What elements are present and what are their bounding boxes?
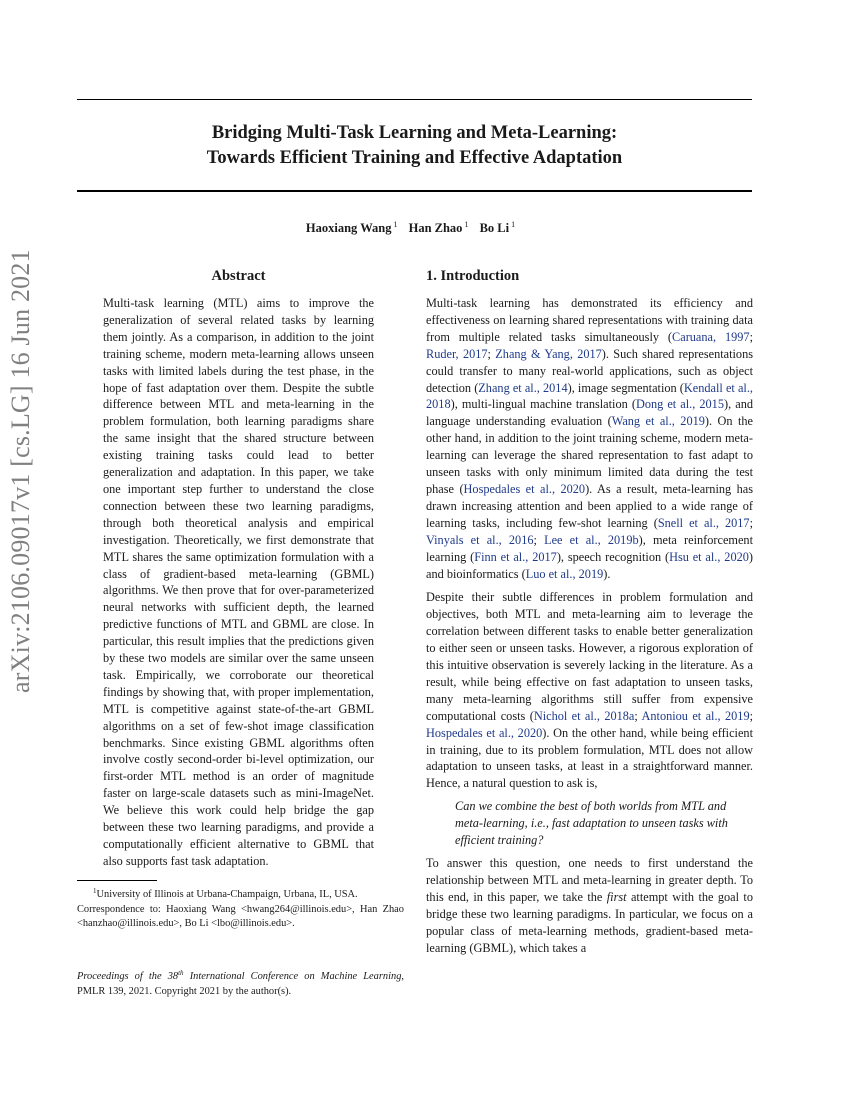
author-affiliation-mark: 1 [464,220,469,229]
citation-link[interactable]: Zhang & Yang, 2017 [495,346,602,361]
intro-p3-emphasis: first [606,889,627,904]
introduction-heading: 1. Introduction [426,268,520,284]
arxiv-stamp: arXiv:2106.09017v1 [cs.LG] 16 Jun 2021 [6,249,35,693]
author-name: Han Zhao [408,221,463,235]
body-text: ). [603,566,611,581]
body-text: ; [533,532,545,547]
body-text: ), image segmentation ( [567,380,684,395]
body-text: ), speech recognition ( [556,549,670,564]
abstract-column [103,266,374,870]
author-affiliation-mark: 1 [511,220,516,229]
proceedings-copyright: , PMLR 139, 2021. Copyright 2021 by the author(s). [77,971,404,997]
citation-link[interactable]: Ruder, 2017 [426,346,488,361]
citation-link[interactable]: Vinyals et al., 2016 [426,532,534,547]
body-text: Despite their subtle differences in problem formulation and objectives, both MTL and meta-learning aim to leverage the correlation between different tasks to enable better generalization to either seen or unseen tasks. However, a rigorous exploration of this intuitive observation is severely lacking in the literature. As a result, while being effective on fast adaptation to unseen tasks, many meta-learning algorithms still suffer from expensive computational costs ( [426,590,753,723]
citation-link[interactable]: Antoniou et al., 2019 [641,708,750,723]
citation-link[interactable]: Snell et al., 2017 [657,515,750,530]
affiliation-footnote [77,884,404,932]
body-text: ), and language understanding evaluation ( [426,397,753,429]
body-text: ), meta reinforcement learning ( [426,532,753,564]
citation-link[interactable]: Luo et al., 2019 [525,566,604,581]
footnote-affiliation: University of Illinois at Urbana-Champaign, Urbana, IL, USA. [96,889,358,900]
citation-link[interactable]: Wang et al., 2019 [611,414,705,429]
paper-title [77,121,752,171]
paper-title-line-1: Bridging Multi-Task Learning and Meta-Learning: [211,123,618,143]
footnote-marker: 1 [93,887,97,895]
body-text: ), multi-lingual machine translation ( [450,397,636,412]
author-affiliation-mark: 1 [393,220,398,229]
proceedings-prefix: Proceedings of the 38 [77,971,179,982]
intro-p3-start: To answer this question, one needs to first understand the relationship between MTL and meta-learning in greater depth. To this end, in this paper, we take the [426,856,753,904]
title-rule-top [77,99,752,100]
paper-title-line-2: Towards Efficient Training and Effective Adaptation [206,148,623,168]
intro-paragraph-3 [426,855,753,956]
citation-link[interactable]: Hospedales et al., 2020 [426,725,543,740]
footnote-rule [77,880,157,881]
body-text: ; [487,346,496,361]
intro-paragraph-1 [426,295,753,582]
research-question: Can we combine the best of both worlds from MTL and meta-learning, i.e., fast adaptation to unseen tasks with efficient training? [455,799,728,848]
proceedings-superscript: th [178,969,184,977]
abstract-text: Multi-task learning (MTL) aims to improve the generalization of several related tasks by learning them jointly. As a comparison, in addition to the joint training scheme, modern meta-learning allows unseen tasks with limited labels during the test phase, in the hope of fast adaptation over them. Despite the subtle difference between MTL and meta-learning in the problem formulation, both learning paradigms share the same insight that the shared structure between existing training tasks could lead to better generalization and adaptation. In this paper, we take one important step further to understand the close connection between these two learning paradigms, through both theoretical analysis and empirical investigation. Theoretically, we first demonstrate that MTL shares the same optimization formulation with a class of gradient-based meta-learning (GBML) algorithms. We then prove that for over-parameterized neural networks with sufficient depth, the learned predictive functions of MTL and GBML are close. In particular, this result implies that the predictions given by these two models are similar over the same unseen task. Empirically, we corroborate our theoretical findings by showing that, with proper implementation, MTL is competitive against state-of-the-art GBML algorithms on a set of few-shot image classification benchmarks. Since existing GBML algorithms often involve costly second-order bi-level optimization, our first-order MTL method is an order of magnitude faster on large-scale datasets such as mini-ImageNet. We believe this work could help bridge the gap between these two learning paradigms, and provide a computationally efficient alternative to GBML that also supports fast task adaptation. [103,296,374,868]
citation-link[interactable]: Nichol et al., 2018a [533,708,635,723]
body-text: ). Such shared representations could transfer to many real-world applications, such as object detection ( [426,346,754,395]
body-text: ; [749,708,754,723]
citation-link[interactable]: Caruana, 1997 [672,329,750,344]
body-text: ; [749,515,753,530]
abstract-heading: Abstract [211,268,266,284]
citation-link[interactable]: Finn et al., 2017 [474,549,557,564]
citation-link[interactable]: Hsu et al., 2020 [669,549,749,564]
body-text: ) and bioinformatics ( [426,549,753,581]
body-text: ). On the other hand, while being efficient in training, due to its problem formulation, MTL does not allow adaptation to unseen tasks, at least in a straightforward manner. Hence, a natural question to ask is, [426,725,753,791]
body-text: ). As a result, meta-learning has drawn increasing attention and been applied to a wide range of learning tasks, including few-shot learning ( [426,481,753,530]
citation-link[interactable]: Hospedales et al., 2020 [463,481,586,496]
author-name: Haoxiang Wang [305,221,392,235]
citation-link[interactable]: Kendall et al., 2018 [426,380,753,412]
citation-link[interactable]: Dong et al., 2015 [635,397,724,412]
proceedings-note [77,966,404,999]
introduction-column [426,266,753,956]
intro-paragraph-2 [426,589,753,792]
proceedings-venue: International Conference on Machine Learning [183,971,402,982]
body-text: ; [634,708,642,723]
footnote-correspondence: Correspondence to: Haoxiang Wang <hwang264@illinois.edu>, Han Zhao <hanzhao@illinois.edu>, Bo Li <lbo@illinois.edu>. [77,903,404,929]
author-list [77,220,752,236]
citation-link[interactable]: Lee et al., 2019b [544,532,639,547]
body-text: Multi-task learning has demonstrated its efficiency and effectiveness on learning shared representations with training data from multiple related tasks simultaneously ( [426,296,753,344]
intro-p3-end: attempt with the goal to bridge these two learning paradigms. In particular, we focus on a popular class of meta-learning methods, gradient-based meta-learning (GBML), which takes a [426,889,753,955]
body-text: ). On the other hand, in addition to the joint training scheme, modern meta-learning can leverage the shared representation to fast adapt to unseen tasks with only minimum limited data during the test phase ( [426,414,754,496]
body-text: ; [749,329,753,344]
author-name: Bo Li [479,221,510,235]
title-rule-bottom [77,190,752,192]
citation-link[interactable]: Zhang et al., 2014 [478,380,568,395]
